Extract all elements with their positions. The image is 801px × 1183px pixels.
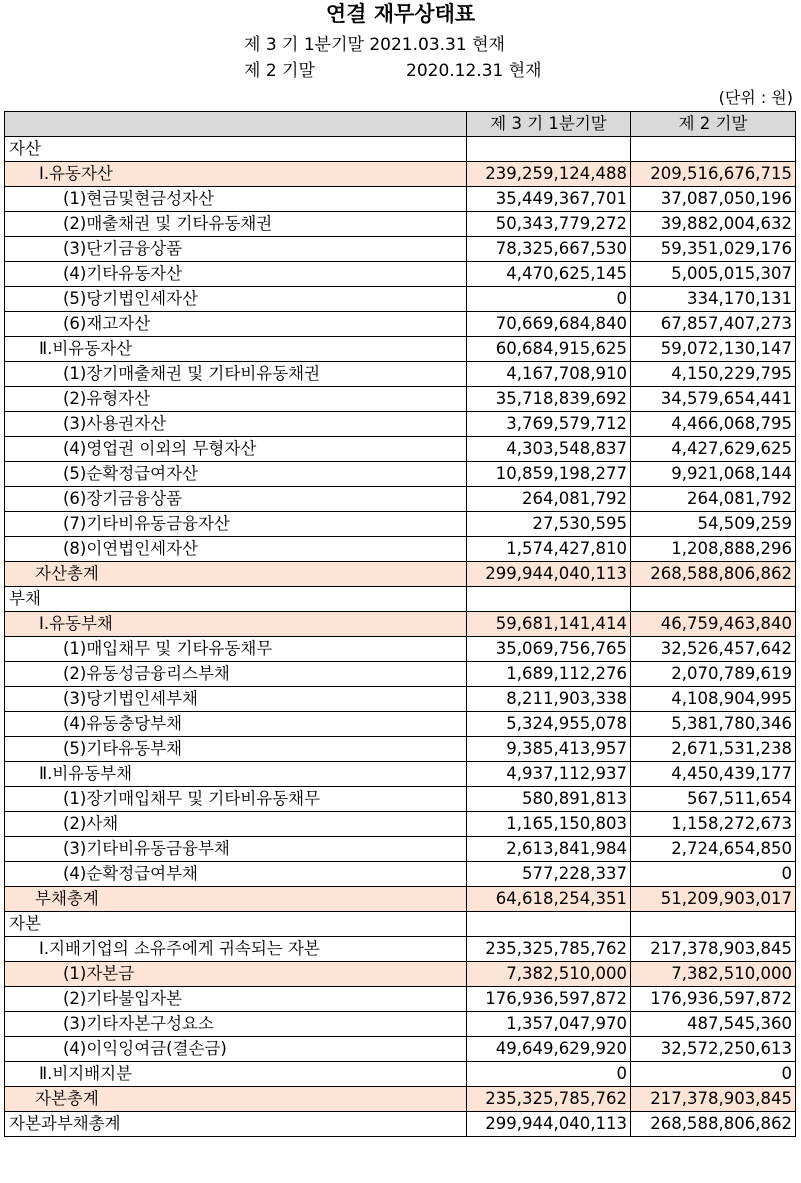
prior-period-amount: 4,150,229,795 [631,362,796,387]
header-current-period: 제 3 기 1분기말 [467,112,631,137]
current-period-amount: 60,684,915,625 [467,337,631,362]
prior-period-amount: 32,526,457,642 [631,637,796,662]
prior-period-amount: 5,381,780,346 [631,712,796,737]
account-name: 자본총계 [5,1087,467,1112]
current-period-amount: 35,449,367,701 [467,187,631,212]
current-period-amount: 235,325,785,762 [467,937,631,962]
account-name: (3)기타자본구성요소 [5,1012,467,1037]
current-period-amount: 4,937,112,937 [467,762,631,787]
prior-period-amount: 46,759,463,840 [631,612,796,637]
table-row [5,437,796,462]
account-name: (7)기타비유동금융자산 [5,512,467,537]
table-body [5,137,796,1137]
prior-period-amount: 176,936,597,872 [631,987,796,1012]
table-row [5,637,796,662]
current-period-amount: 577,228,337 [467,862,631,887]
current-period-amount [467,137,631,162]
current-period-amount: 59,681,141,414 [467,612,631,637]
account-name: (3)단기금융상품 [5,237,467,262]
prior-period-amount: 0 [631,1062,796,1087]
prior-period-amount: 37,087,050,196 [631,187,796,212]
prior-period-amount: 59,351,029,176 [631,237,796,262]
account-name: 부채총계 [5,887,467,912]
account-name: (4)기타유동자산 [5,262,467,287]
account-name: (2)매출채권 및 기타유동채권 [5,212,467,237]
account-name: (4)영업권 이외의 무형자산 [5,437,467,462]
table-row [5,1112,796,1137]
current-period-line: 제 3 기 1분기말 2021.03.31 현재 [244,35,505,55]
account-name: Ⅱ.비유동부채 [5,762,467,787]
account-name: (4)유동충당부채 [5,712,467,737]
prior-period-amount: 268,588,806,862 [631,562,796,587]
current-period-amount: 5,324,955,078 [467,712,631,737]
current-period-amount: 1,574,427,810 [467,537,631,562]
table-row [5,312,796,337]
account-name: (6)재고자산 [5,312,467,337]
table-row [5,887,796,912]
table-row [5,712,796,737]
prior-period-amount: 4,427,629,625 [631,437,796,462]
prior-period-amount: 4,450,439,177 [631,762,796,787]
prior-period-amount: 2,671,531,238 [631,737,796,762]
account-name: (1)자본금 [5,962,467,987]
account-name: 자산총계 [5,562,467,587]
prior-period-amount: 4,466,068,795 [631,412,796,437]
current-period-amount [467,587,631,612]
prior-period-amount: 9,921,068,144 [631,462,796,487]
table-row [5,1012,796,1037]
current-period-amount: 0 [467,287,631,312]
account-name: (5)당기법인세자산 [5,287,467,312]
current-period-amount: 3,769,579,712 [467,412,631,437]
account-name: (3)사용권자산 [5,412,467,437]
account-name: (4)순확정급여부채 [5,862,467,887]
table-row [5,812,796,837]
account-name: Ⅰ.유동자산 [5,162,467,187]
current-period-amount: 8,211,903,338 [467,687,631,712]
table-row [5,987,796,1012]
table-row [5,262,796,287]
statement-title: 연결 재무상태표 [325,2,476,26]
table-row [5,562,796,587]
current-period-amount: 580,891,813 [467,787,631,812]
account-name: 자본 [5,912,467,937]
header-account [5,112,467,137]
table-row [5,187,796,212]
account-name: 자산 [5,137,467,162]
header-prior-period: 제 2 기말 [631,112,796,137]
table-row [5,137,796,162]
account-name: (2)유동성금융리스부채 [5,662,467,687]
current-period-amount: 70,669,684,840 [467,312,631,337]
current-period-amount: 235,325,785,762 [467,1087,631,1112]
current-period-amount: 35,069,756,765 [467,637,631,662]
current-period-amount: 78,325,667,530 [467,237,631,262]
prior-period-amount: 67,857,407,273 [631,312,796,337]
prior-period-amount: 34,579,654,441 [631,387,796,412]
table-row [5,687,796,712]
table-row [5,512,796,537]
table-row [5,612,796,637]
prior-period-amount: 334,170,131 [631,287,796,312]
current-period-amount: 1,689,112,276 [467,662,631,687]
current-period-amount: 239,259,124,488 [467,162,631,187]
table-row [5,937,796,962]
table-row [5,762,796,787]
prior-period-amount: 0 [631,862,796,887]
current-period-amount: 299,944,040,113 [467,1112,631,1137]
account-name: (2)유형자산 [5,387,467,412]
current-period-amount [467,912,631,937]
table-row [5,537,796,562]
account-name: (4)이익잉여금(결손금) [5,1037,467,1062]
current-period-amount: 176,936,597,872 [467,987,631,1012]
current-period-amount: 49,649,629,920 [467,1037,631,1062]
prior-period-amount [631,912,796,937]
table-row [5,337,796,362]
prior-period-amount: 217,378,903,845 [631,1087,796,1112]
prior-period-amount: 264,081,792 [631,487,796,512]
table-row [5,662,796,687]
prior-period-amount: 51,209,903,017 [631,887,796,912]
table-row [5,237,796,262]
table-row [5,387,796,412]
prior-period-amount: 1,158,272,673 [631,812,796,837]
account-name: (3)당기법인세부채 [5,687,467,712]
table-row [5,962,796,987]
prior-period-amount: 32,572,250,613 [631,1037,796,1062]
current-period-amount: 64,618,254,351 [467,887,631,912]
prior-period-amount [631,587,796,612]
prior-period-amount: 59,072,130,147 [631,337,796,362]
table-row [5,1087,796,1112]
prior-period-label: 제 2 기말 [244,61,315,81]
table-row [5,862,796,887]
table-row [5,1037,796,1062]
account-name: (2)사채 [5,812,467,837]
table-row [5,487,796,512]
current-period-amount: 299,944,040,113 [467,562,631,587]
current-period-amount: 9,385,413,957 [467,737,631,762]
prior-period-amount: 487,545,360 [631,1012,796,1037]
account-name: (1)장기매출채권 및 기타비유동채권 [5,362,467,387]
account-name: Ⅰ.지배기업의 소유주에게 귀속되는 자본 [5,937,467,962]
table-row [5,787,796,812]
prior-period-amount [631,137,796,162]
current-period-amount: 4,303,548,837 [467,437,631,462]
prior-period-date: 2020.12.31 현재 [406,61,542,81]
table-row [5,737,796,762]
prior-period-amount: 4,108,904,995 [631,687,796,712]
table-row [5,912,796,937]
current-period-amount: 10,859,198,277 [467,462,631,487]
current-period-amount: 27,530,595 [467,512,631,537]
account-name: (2)기타불입자본 [5,987,467,1012]
account-name: (5)기타유동부채 [5,737,467,762]
current-period-amount: 4,470,625,145 [467,262,631,287]
current-period-amount: 264,081,792 [467,487,631,512]
prior-period-amount: 39,882,004,632 [631,212,796,237]
prior-period-amount: 209,516,676,715 [631,162,796,187]
current-period-amount: 0 [467,1062,631,1087]
prior-period-line [244,58,542,84]
unit-label: (단위 : 원) [718,88,793,107]
account-name: (1)장기매입채무 및 기타비유동채무 [5,787,467,812]
current-period-amount: 2,613,841,984 [467,837,631,862]
table-header-row [5,112,796,137]
current-period-amount: 35,718,839,692 [467,387,631,412]
current-period-amount: 50,343,779,272 [467,212,631,237]
account-name: (1)현금및현금성자산 [5,187,467,212]
prior-period-amount: 567,511,654 [631,787,796,812]
account-name: Ⅱ.비지배지분 [5,1062,467,1087]
prior-period-amount: 217,378,903,845 [631,937,796,962]
balance-sheet-table [4,111,796,1137]
current-period-amount: 1,165,150,803 [467,812,631,837]
prior-period-amount: 2,070,789,619 [631,662,796,687]
account-name: 자본과부채총계 [5,1112,467,1137]
account-name: (8)이연법인세자산 [5,537,467,562]
account-name: (3)기타비유동금융부채 [5,837,467,862]
prior-period-amount: 5,005,015,307 [631,262,796,287]
prior-period-amount: 1,208,888,296 [631,537,796,562]
current-period-amount: 4,167,708,910 [467,362,631,387]
prior-period-amount: 7,382,510,000 [631,962,796,987]
account-name: Ⅰ.유동부채 [5,612,467,637]
prior-period-amount: 268,588,806,862 [631,1112,796,1137]
table-row [5,412,796,437]
prior-period-amount: 2,724,654,850 [631,837,796,862]
current-period-amount: 1,357,047,970 [467,1012,631,1037]
current-period-amount: 7,382,510,000 [467,962,631,987]
table-row [5,287,796,312]
account-name: (6)장기금융상품 [5,487,467,512]
table-row [5,162,796,187]
prior-period-amount: 54,509,259 [631,512,796,537]
table-row [5,837,796,862]
account-name: 부채 [5,587,467,612]
account-name: (5)순확정급여자산 [5,462,467,487]
table-row [5,587,796,612]
table-row [5,1062,796,1087]
table-row [5,212,796,237]
account-name: (1)매입채무 및 기타유동채무 [5,637,467,662]
table-row [5,362,796,387]
table-row [5,462,796,487]
account-name: Ⅱ.비유동자산 [5,337,467,362]
